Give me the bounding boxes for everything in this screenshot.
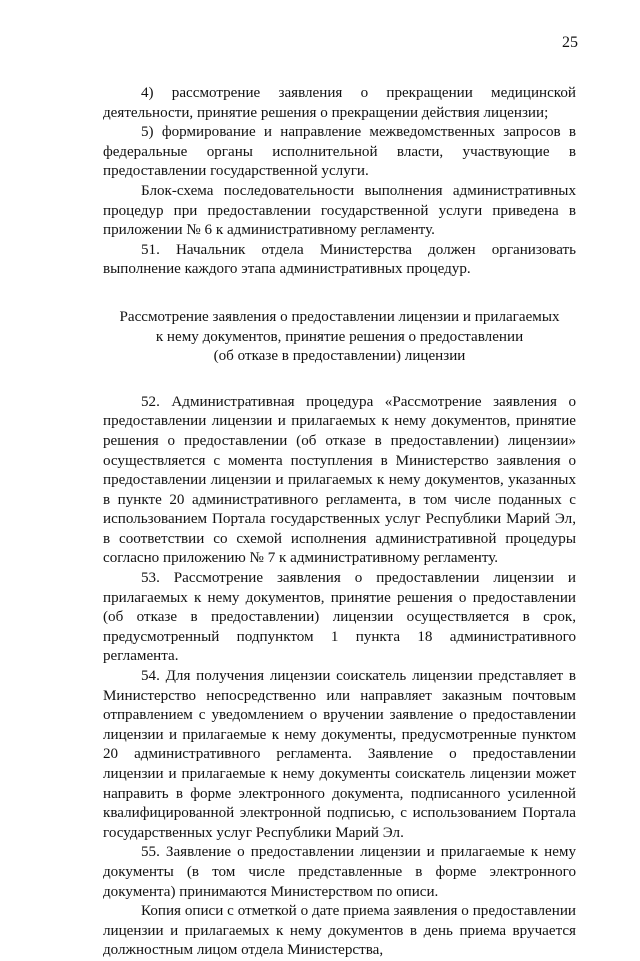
section-heading bbox=[103, 308, 576, 367]
paragraph-item-5: 5) формирование и направление межведомственных запросов в федеральные органы исполнительной власти, участвующие в предоставлении государственной услуги. bbox=[103, 124, 576, 180]
document-body bbox=[103, 84, 576, 961]
paragraph-52: 52. Административная процедура «Рассмотрение заявления о предоставлении лицензии и прилагаемых к нему документов, принятие решения о предоставлении (об отказе в предоставлении) лицензии» осуществляется с момента поступления в Министерство заявления о предоставлении лицензии и прилагаемых к нему документов, указанных в пункте 20 административного регламента, в том числе поданных с использованием Портала государственных услуг Республики Марий Эл, в соответствии со схемой исполнения административной процедуры согласно приложению № 7 к административному регламенту. bbox=[103, 393, 576, 567]
paragraph-53: 53. Рассмотрение заявления о предоставлении лицензии и прилагаемых к нему документов, принятие решения о предоставлении (об отказе в предоставлении) лицензии осуществляется в срок, предусмотренный подпунктом 1 пункта 18 административного регламента. bbox=[103, 570, 576, 665]
section-heading-line-3: (об отказе в предоставлении) лицензии bbox=[213, 348, 466, 365]
paragraph-51: 51. Начальник отдела Министерства должен организовать выполнение каждого этапа административных процедур. bbox=[103, 241, 576, 278]
paragraph-55: 55. Заявление о предоставлении лицензии и прилагаемые к нему документы (в том числе представленные в форме электронного документа) принимаются Министерством по описи. bbox=[103, 844, 576, 900]
page-number: 25 bbox=[562, 34, 578, 51]
paragraph-receipt-copy: Копия описи с отметкой о дате приема заявления о предоставлении лицензии и прилагаемых к нему документов в день приема вручается должностным лицом отдела Министерства, bbox=[103, 903, 576, 959]
paragraph-item-4: 4) рассмотрение заявления о прекращении медицинской деятельности, принятие решения о прекращении действия лицензии; bbox=[103, 85, 576, 121]
section-heading-line-2: к нему документов, принятие решения о предоставлении bbox=[155, 328, 524, 345]
section-heading-line-1: Рассмотрение заявления о предоставлении лицензии и прилагаемых bbox=[119, 308, 560, 325]
paragraph-flowchart-note: Блок-схема последовательности выполнения административных процедур при предоставлении государственной услуги приведена в приложении № 6 к административному регламенту. bbox=[103, 182, 576, 239]
paragraph-54: 54. Для получения лицензии соискатель лицензии представляет в Министерство непосредственно или направляет заказным почтовым отправлением с уведомлением о вручении заявление о предоставлении лицензии и прилагаемые к нему документы, предусмотренные пунктом 20 административного регламента. Заявление о предоставлении лицензии и прилагаемые к нему документы соискатель лицензии может направить в форме электронного документа, подписанного усиленной квалифицированной электронной подписью, с использованием Портала государственных услуг Республики Марий Эл. bbox=[103, 668, 576, 841]
